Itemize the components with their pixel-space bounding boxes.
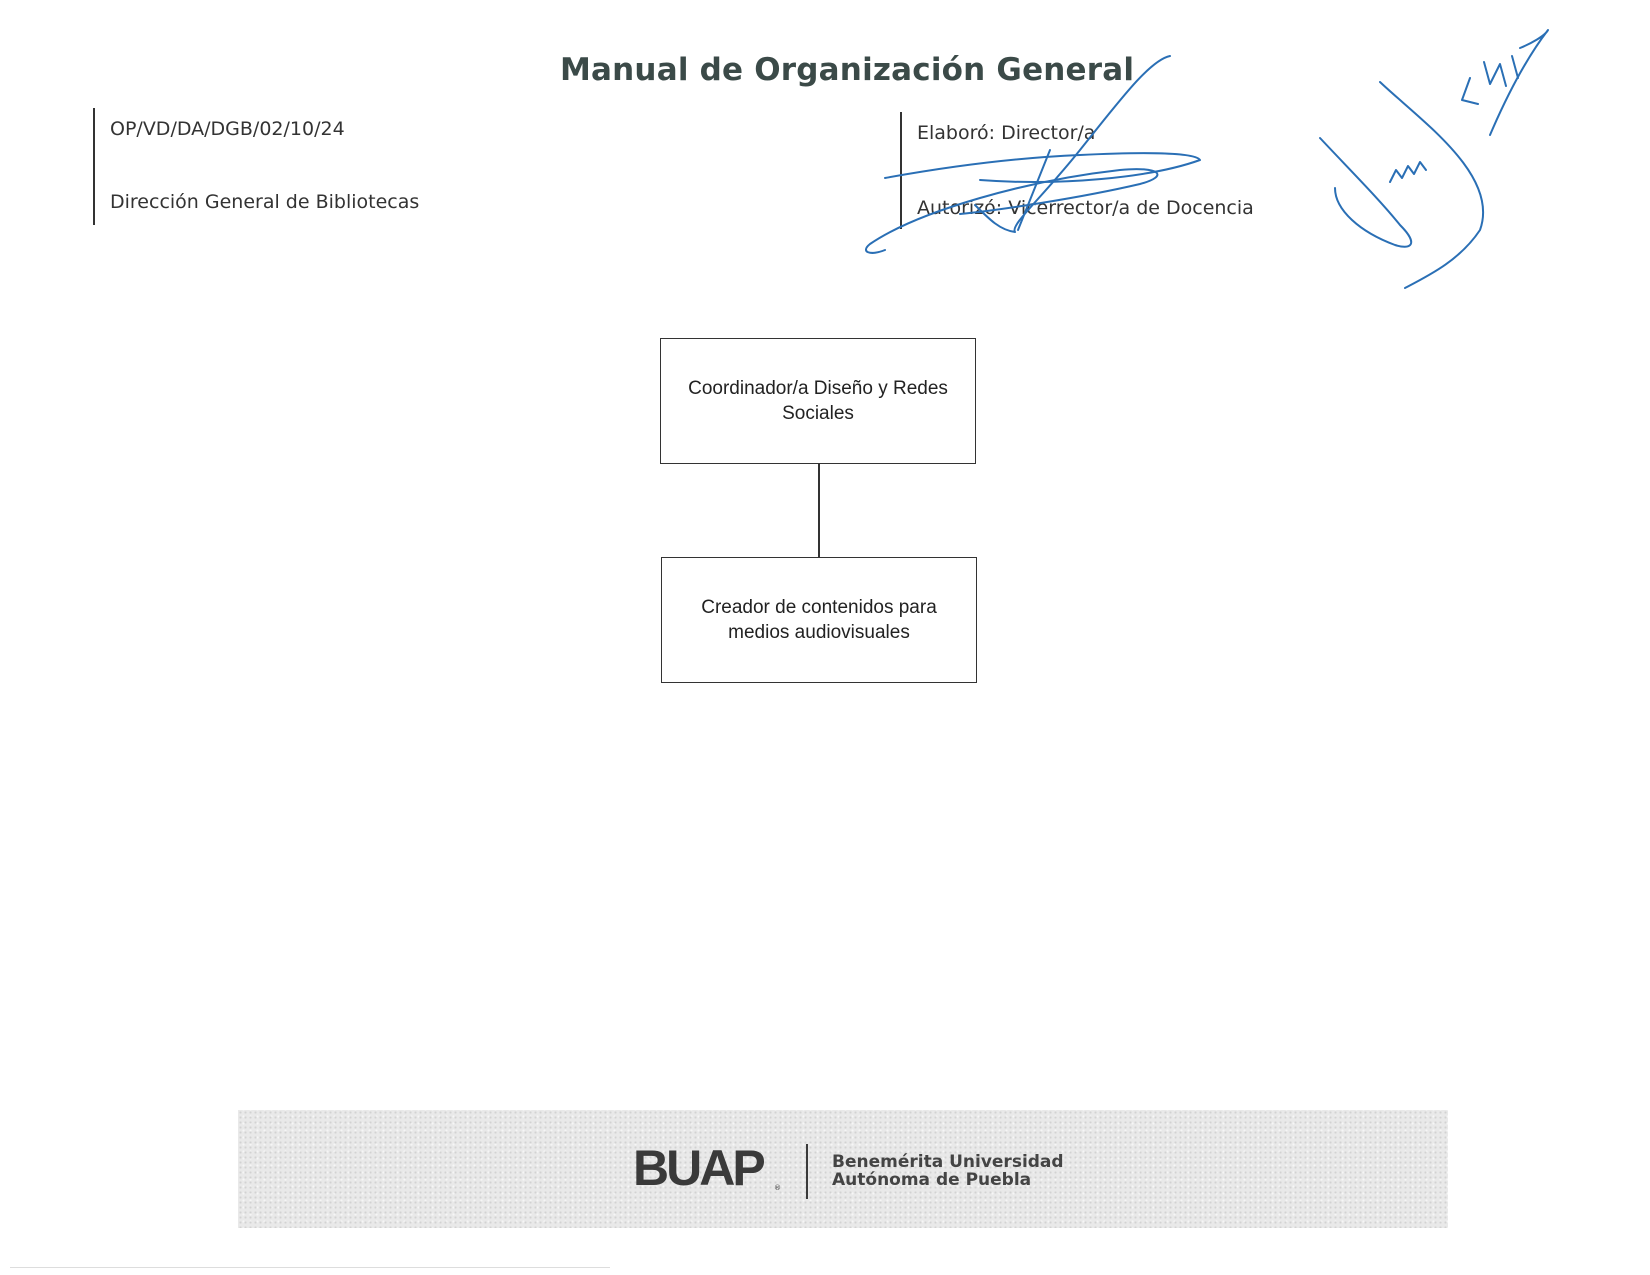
institution-line-1: Benemérita Universidad <box>832 1152 1064 1172</box>
node-coordinador <box>660 338 976 464</box>
registered-mark: ® <box>774 1184 781 1192</box>
edge-coordinador-creador <box>818 464 820 557</box>
autorizo-label: Autorizó: Vicerrector/a de Docencia <box>917 197 1254 219</box>
right-header-bar <box>900 112 902 229</box>
institution-name <box>832 1153 1064 1189</box>
buap-logo: BUAP <box>633 1140 763 1196</box>
institution-line-2: Autónoma de Puebla <box>832 1170 1032 1190</box>
initials <box>1462 30 1548 135</box>
department-name: Dirección General de Bibliotecas <box>110 191 420 213</box>
node-creador-label: Creador de contenidos para medios audiovisuales <box>701 597 937 643</box>
signature-right <box>1320 138 1411 247</box>
elaboro-label: Elaboró: Director/a <box>917 122 1096 144</box>
bottom-rule <box>10 1267 610 1268</box>
page-title: Manual de Organización General <box>560 52 1135 88</box>
document-code: OP/VD/DA/DGB/02/10/24 <box>110 118 345 140</box>
signature-right-scribble <box>1390 162 1426 182</box>
node-coordinador-label: Coordinador/a Diseño y Redes Sociales <box>688 378 948 424</box>
node-creador <box>661 557 977 683</box>
logo-divider <box>806 1144 808 1199</box>
signature-right-loop <box>1380 82 1483 288</box>
signature-director-flourish <box>885 153 1200 182</box>
left-header-bar <box>93 108 95 225</box>
